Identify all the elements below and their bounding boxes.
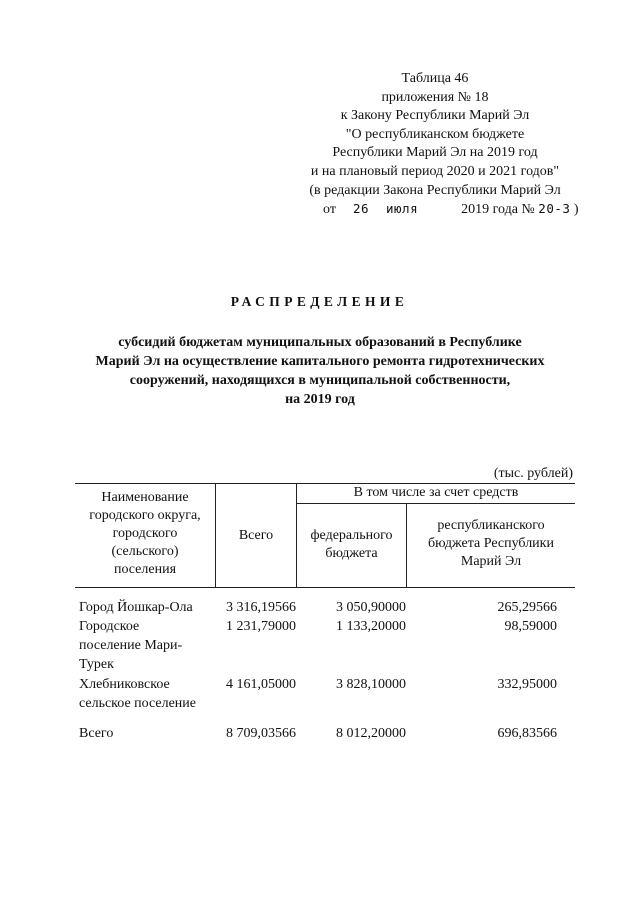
- subtitle-line: сооружений, находящихся в муниципальной собственности,: [129, 373, 511, 388]
- row-name: [79, 675, 214, 713]
- row-federal: 1 133,20000: [336, 619, 406, 634]
- row-name-line: поселение Мари-: [79, 638, 183, 653]
- units-note: (тыс. рублей): [493, 466, 573, 481]
- subtitle-line: на 2019 год: [285, 392, 355, 407]
- header-line-annex: приложения № 18: [381, 89, 489, 105]
- row-republic: 332,95000: [497, 677, 557, 692]
- subtitle-line: субсидий бюджетам муниципальных образований в Республике: [118, 335, 522, 350]
- row-name-line: сельское поселение: [79, 696, 196, 711]
- header-text: (сельского): [111, 544, 179, 559]
- header-col-federal: [297, 527, 406, 563]
- row-total: 3 316,19566: [226, 600, 296, 615]
- header-line-law: к Закону Республики Марий Эл: [340, 108, 530, 124]
- annex-header: [290, 70, 580, 220]
- header-line-law-title-1: "О республиканском бюджете: [345, 126, 525, 142]
- header-line-law-title-3: и на плановый период 2020 и 2021 годов": [310, 163, 560, 179]
- row-name-line: Городское: [79, 619, 140, 634]
- row-name-line: Хлебниковское: [79, 677, 170, 692]
- row-name: [79, 724, 214, 743]
- header-text: республиканского: [437, 518, 545, 533]
- signed-day: 26: [352, 201, 369, 217]
- header-text: Наименование: [101, 490, 189, 505]
- row-republic: 98,59000: [504, 619, 557, 634]
- header-col-republic: [407, 517, 575, 571]
- signed-year: 2019 года №: [461, 202, 535, 218]
- row-total: 1 231,79000: [226, 619, 296, 634]
- row-republic: 696,83566: [497, 726, 557, 741]
- row-name: [79, 598, 214, 617]
- header-text: Марий Эл: [460, 554, 522, 569]
- header-text: бюджета Республики: [428, 536, 554, 551]
- signed-number: 20-З: [538, 201, 571, 217]
- table-header-bottom-rule: [75, 587, 575, 588]
- row-total: 4 161,05000: [226, 677, 296, 692]
- row-name-line: Город Йошкар-Ола: [79, 600, 193, 615]
- row-name: [79, 617, 214, 674]
- row-federal: 3 050,90000: [336, 600, 406, 615]
- header-text: поселения: [113, 562, 177, 577]
- header-line-law-title-2: Республики Марий Эл на 2019 год: [332, 145, 538, 161]
- header-line-edition: (в редакции Закона Республики Марий Эл: [309, 182, 561, 198]
- header-line-signed-date: [290, 200, 580, 220]
- row-federal: 3 828,10000: [336, 677, 406, 692]
- signed-month: июля: [386, 201, 419, 217]
- row-name-line: Турек: [79, 657, 114, 672]
- header-col-total: Всего: [238, 528, 274, 543]
- subtitle-line: Марий Эл на осуществление капитального ремонта гидротехнических: [95, 354, 545, 369]
- table-header: [75, 483, 575, 589]
- signed-prefix: от: [323, 202, 336, 218]
- signed-suffix: ): [573, 202, 579, 218]
- header-text: бюджета: [325, 546, 378, 561]
- row-federal: 8 012,20000: [336, 726, 406, 741]
- header-text: городского: [112, 526, 178, 541]
- header-line-table: Таблица 46: [401, 71, 469, 86]
- header-text: федерального: [310, 528, 393, 543]
- table-group-rule: [296, 503, 575, 504]
- header-col-name: [75, 489, 215, 579]
- row-name-line: Всего: [79, 726, 114, 741]
- row-republic: 265,29566: [497, 600, 557, 615]
- row-total: 8 709,03566: [226, 726, 296, 741]
- header-col-group: В том числе за счет средств: [353, 485, 519, 500]
- document-subtitle: [60, 333, 580, 409]
- document-title: РАСПРЕДЕЛЕНИЕ: [230, 294, 409, 309]
- header-text: городского округа,: [89, 508, 201, 523]
